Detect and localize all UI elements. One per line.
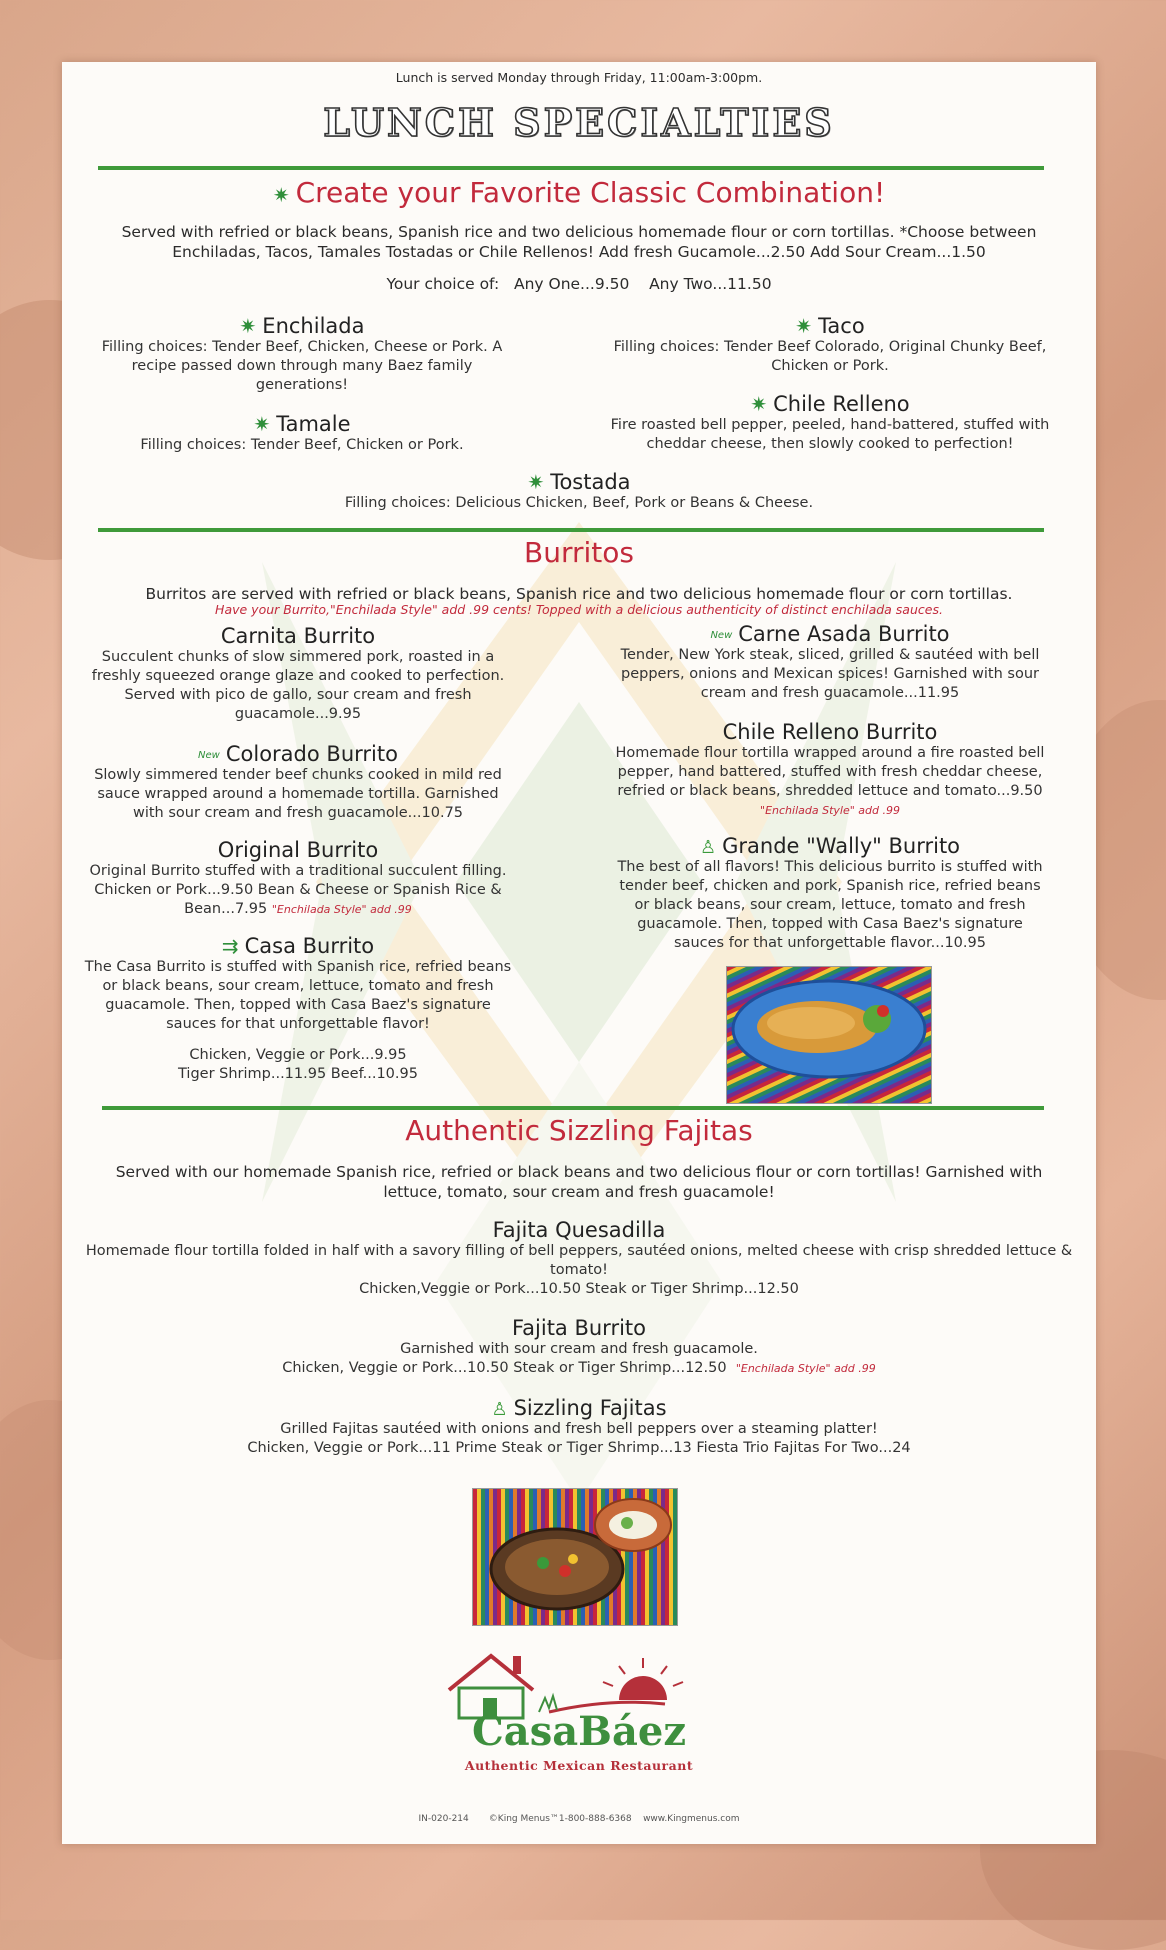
lunch-hours: Lunch is served Monday through Friday, 11:00am-3:00pm.	[395, 70, 763, 85]
fajitas-section-title: Authentic Sizzling Fajitas	[405, 1114, 753, 1147]
divider	[98, 528, 1044, 532]
menu-item-tamale: ✷ Tamale Filling choices: Tender Beef, Chicken or Pork.	[140, 412, 464, 453]
pepper-figure-icon: ♙	[491, 1399, 508, 1420]
divider	[102, 1106, 1044, 1110]
enchilada-style-addon: "Enchilada Style" add .99	[271, 903, 412, 916]
enchilada-style-note: Have your Burrito,"Enchilada Style" add .99 cents! Topped with a delicious authenticity of distinct enchilada sauces.	[215, 602, 943, 617]
menu-item-original-burrito: Original Burrito Original Burrito stuffed with a traditional succulent filling. Chicken or Pork...9.50 Bean & Cheese or Spanish Rice & Bean...7.95 "Enchilada Style" add .99	[89, 838, 507, 917]
menu-page	[62, 62, 1096, 1844]
menu-item-chile-relleno-burrito: Chile Relleno Burrito Homemade flour tortilla wrapped around a fire roasted bell pepper, hand battered, stuffed with fresh cheddar cheese, refried or black beans, shredded lettuce and tomato...9.50 "Enchilada Style" add .99	[615, 720, 1045, 817]
new-badge: New	[198, 749, 220, 761]
star-burst-icon: ✷	[527, 470, 545, 494]
menu-item-tostada: ✷ Tostada Filling choices: Delicious Chicken, Beef, Pork or Beans & Cheese.	[344, 470, 814, 511]
arrow-icon: ⇉	[221, 934, 239, 958]
enchilada-style-addon: "Enchilada Style" add .99	[735, 1362, 876, 1375]
menu-item-fajita-burrito: Fajita Burrito Garnished with sour cream and fresh guacamole. Chicken, Veggie or Pork...10.50 Steak or Tiger Shrimp...12.50 "Enchilada Style" add .99	[282, 1316, 876, 1376]
star-burst-icon: ✷	[272, 183, 290, 207]
combo-section-title: ✷ Create your Favorite Classic Combination!	[272, 176, 886, 209]
page-title: LUNCH SPECIALTIES	[323, 100, 835, 145]
star-burst-icon: ✷	[750, 392, 768, 416]
logo-tagline: Authentic Mexican Restaurant	[464, 1758, 694, 1773]
menu-item-sizzling-fajitas: ♙ Sizzling Fajitas Grilled Fajitas sautéed with onions and fresh bell peppers over a steaming platter! Chicken, Veggie or Pork...11 Prime Steak or Tiger Shrimp...13 Fiesta Trio Fajitas For Two...24	[247, 1396, 911, 1456]
menu-item-grande-wally-burrito: ♙ Grande "Wally" Burrito The best of all flavors! This delicious burrito is stuffed with tender beef, chicken and pork, Spanish rice, refried beans or black beans, sour cream, lettuce, tomato and fresh guacamole. Then, topped with Casa Baez's signature sauces for that unforgettable flavor...10.95	[617, 834, 1043, 951]
pepper-figure-icon: ♙	[699, 837, 717, 858]
combo-choice: Your choice of: Any One...9.50 Any Two...11.50	[386, 275, 772, 293]
burritos-description: Burritos are served with refried or black beans, Spanish rice and two delicious homemade flour or corn tortillas.	[145, 585, 1013, 603]
footer: IN-020-214 ©King Menus™1-800-888-6368 www.Kingmenus.com	[418, 1814, 740, 1824]
new-badge: New	[710, 629, 733, 641]
fajitas-description: Served with our homemade Spanish rice, refried or black beans and two delicious flour or corn tortillas! Garnished with lettuce, tomato, sour cream and fresh guacamole!	[115, 1163, 1043, 1201]
menu-item-fajita-quesadilla: Fajita Quesadilla Homemade flour tortilla folded in half with a savory filling of bell peppers, sautéed onions, melted cheese with crisp shredded lettuce & tomato! Chicken,Veggie or Pork...10.50 Steak or Tiger Shrimp...12.50	[85, 1218, 1073, 1297]
star-burst-icon: ✷	[795, 314, 813, 338]
burrito-plate-photo	[726, 966, 932, 1104]
enchilada-style-addon: "Enchilada Style" add .99	[760, 804, 900, 817]
menu-item-colorado-burrito: New Colorado Burrito Slowly simmered tender beef chunks cooked in mild red sauce wrapped around a homemade tortilla. Garnished with sour cream and fresh guacamole...10.75	[94, 742, 502, 821]
menu-item-casa-burrito: ⇉ Casa Burrito The Casa Burrito is stuffed with Spanish rice, refried beans or black beans, sour cream, lettuce, tomato and fresh guacamole. Then, topped with Casa Baez's signature sauces for that unforgettable flavor! Chicken, Veggie or Pork...9.95 Tiger Shrimp...11.95 Beef...10.95	[84, 934, 512, 1082]
divider	[98, 166, 1044, 170]
fajita-platter-photo	[472, 1488, 678, 1626]
combo-description: Served with refried or black beans, Spanish rice and two delicious homemade flour or corn tortillas. *Choose between Enchiladas, Tacos, Tamales Tostadas or Chile Rellenos! Add fresh Gucamole...2.50 Add Sour Cream...1.50	[121, 223, 1037, 261]
star-burst-icon: ✷	[253, 412, 271, 436]
menu-item-taco: ✷ Taco Filling choices: Tender Beef Colorado, Original Chunky Beef, Chicken or Pork.	[613, 314, 1047, 374]
burrito-plate-illustration	[727, 967, 931, 1103]
casa-baez-logo	[429, 1642, 729, 1782]
logo-name: CasaBáez	[471, 1708, 687, 1755]
menu-item-chile-relleno: ✷ Chile Relleno Fire roasted bell pepper, peeled, hand-battered, stuffed with cheddar cheese, then slowly cooked to perfection!	[610, 392, 1050, 452]
menu-item-enchilada: ✷ Enchilada Filling choices: Tender Beef, Chicken, Cheese or Pork. A recipe passed down through many Baez family generations!	[101, 314, 503, 393]
menu-item-carne-asada-burrito: New Carne Asada Burrito Tender, New York steak, sliced, grilled & sautéed with bell peppers, onions and Mexican spices! Garnished with sour cream and fresh guacamole...11.95	[620, 622, 1040, 701]
fajita-platter-illustration	[473, 1489, 677, 1625]
burritos-section-title: Burritos	[524, 536, 634, 569]
star-burst-icon: ✷	[239, 314, 257, 338]
menu-item-carnita-burrito: Carnita Burrito Succulent chunks of slow simmered pork, roasted in a freshly squeezed orange glaze and cooked to perfection. Served with pico de gallo, sour cream and fresh guacamole...9.95	[91, 624, 505, 722]
